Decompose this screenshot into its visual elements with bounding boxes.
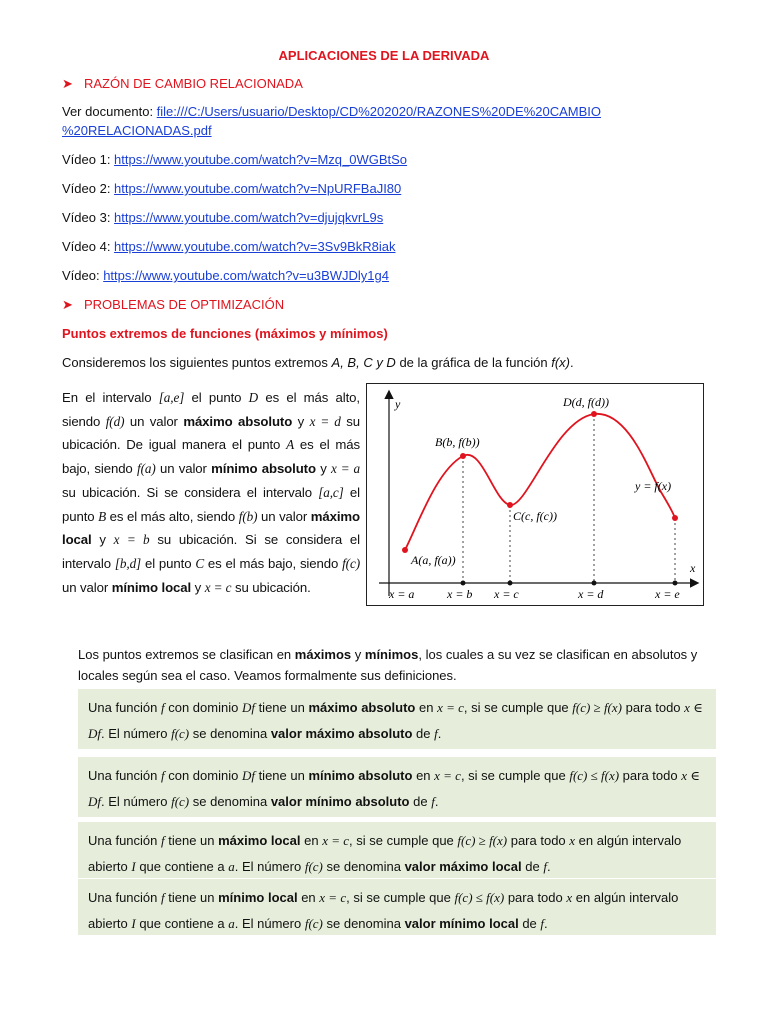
math-expression: x = a — [331, 461, 360, 477]
intro-func: f(x) — [551, 355, 570, 370]
text-fragment: , si se cumple que — [463, 700, 573, 715]
text-fragment: , si se cumple que — [346, 890, 455, 905]
math-expression: f(d) — [105, 413, 125, 429]
math-expression: f(c) ≤ f(x) — [569, 768, 620, 783]
video-line — [62, 239, 396, 254]
video-link[interactable]: https://www.youtube.com/watch?v=NpURFBaJI80 — [114, 181, 402, 196]
document-link-line-2 — [62, 123, 212, 138]
text-fragment: es el más alto, siendo — [62, 390, 360, 429]
bold-term: mínimo local — [218, 890, 298, 905]
video-label: Vídeo 1: — [62, 152, 115, 167]
bold-term: mínimo absoluto — [211, 461, 316, 477]
math-expression: f(c) — [304, 859, 323, 874]
math-expression: f — [161, 833, 165, 848]
text-fragment: de — [409, 794, 432, 809]
bold-term: máximo absoluto — [308, 700, 416, 715]
math-expression: x — [569, 833, 576, 848]
intro-sentence — [62, 355, 574, 370]
math-expression: [a,c] — [318, 484, 344, 500]
tick-label-b: x = b — [447, 587, 473, 601]
text-fragment: . El número — [234, 859, 305, 874]
section-optimizacion — [62, 297, 284, 313]
math-expression: f — [161, 700, 165, 715]
bold-term: mínimo local — [111, 579, 192, 595]
math-expression: f(b) — [238, 508, 258, 524]
text-fragment: un valor — [62, 579, 112, 595]
tick-dot — [592, 581, 597, 586]
text-fragment: tiene un — [164, 890, 219, 905]
text-fragment: con dominio — [164, 768, 242, 783]
extremos-explanation — [62, 386, 360, 599]
text-fragment: en — [297, 890, 320, 905]
text-fragment: y — [351, 647, 365, 662]
text-fragment: En el intervalo — [62, 390, 159, 405]
tick-dot — [673, 581, 678, 586]
text-fragment: que contiene a — [135, 916, 229, 931]
text-fragment: Una función — [88, 833, 161, 848]
x-axis-label: x — [690, 561, 696, 575]
subheading-extremos: Puntos extremos de funciones (máximos y mínimos) — [62, 326, 388, 341]
label-point-c: C(c, f(c)) — [513, 509, 557, 523]
text-fragment: en — [412, 768, 435, 783]
math-expression: f — [161, 768, 165, 783]
text-fragment: se denomina — [189, 794, 271, 809]
point-e — [672, 515, 678, 521]
math-expression: I — [131, 859, 136, 874]
text-fragment: es el más bajo, siendo — [204, 555, 343, 571]
text-fragment: su ubicación. — [231, 579, 311, 595]
doc-label: Ver documento: — [62, 104, 157, 119]
math-expression: Df — [241, 700, 255, 715]
text-fragment: de — [518, 916, 541, 931]
math-expression: f(c) ≥ f(x) — [572, 700, 622, 715]
label-point-a: A(a, f(a)) — [411, 553, 456, 567]
text-fragment: en — [300, 833, 323, 848]
math-expression: f — [161, 890, 165, 905]
math-expression: x = d — [309, 413, 341, 429]
math-expression: I — [131, 916, 136, 931]
section-label: RAZÓN DE CAMBIO RELACIONADA — [84, 76, 303, 91]
bold-term: valor mínimo local — [404, 916, 519, 931]
label-function: y = f(x) — [635, 479, 672, 493]
text-fragment: para todo — [619, 768, 682, 783]
bold-term: máximo local — [62, 508, 360, 548]
video-line — [62, 152, 407, 167]
graph-svg — [367, 384, 705, 607]
math-expression: C — [195, 555, 205, 571]
math-expression: Df — [241, 768, 255, 783]
text-fragment: para todo — [621, 700, 685, 715]
math-expression: x = c — [319, 890, 347, 905]
text-fragment: Una función — [88, 890, 161, 905]
classification-paragraph — [78, 644, 718, 686]
math-expression: f — [434, 726, 438, 741]
text-fragment: Una función — [88, 700, 161, 715]
text-fragment: . — [546, 859, 551, 874]
video-label: Vídeo 3: — [62, 210, 115, 225]
bold-term: mínimos — [364, 647, 419, 662]
math-expression: A — [286, 437, 295, 453]
text-fragment: . — [437, 726, 442, 741]
intro-points: A, B, C y D — [331, 355, 396, 370]
text-fragment: . El número — [101, 726, 172, 741]
text-fragment: se denomina — [322, 859, 405, 874]
tick-label-c: x = c — [494, 587, 519, 601]
text-fragment: en algún intervalo abierto — [88, 890, 679, 931]
text-fragment: con dominio — [164, 700, 242, 715]
text-fragment: tiene un — [254, 700, 309, 715]
definition-max-local — [78, 822, 716, 878]
text-fragment: que contiene a — [135, 859, 229, 874]
bold-term: valor máximo absoluto — [270, 726, 413, 741]
math-expression: f — [540, 916, 545, 931]
video-link[interactable]: https://www.youtube.com/watch?v=djujqkvrL9s — [114, 210, 384, 225]
video-label: Vídeo: — [62, 268, 104, 283]
arrow-bullet-icon: ➤ — [62, 76, 73, 91]
text-fragment: . El número — [101, 794, 172, 809]
y-axis-label: y — [395, 397, 401, 411]
point-b — [460, 453, 466, 459]
math-expression: [b,d] — [114, 555, 142, 571]
text-fragment: y — [292, 413, 310, 429]
math-expression: f(c) — [171, 726, 190, 741]
math-expression: a — [228, 916, 235, 931]
text-fragment: , si se cumple que — [349, 833, 458, 848]
text-fragment: un valor — [257, 508, 311, 524]
intro-text: de la gráfica de la función — [395, 355, 552, 370]
math-expression: f — [431, 794, 435, 809]
document-title: APLICACIONES DE LA DERIVADA — [278, 48, 490, 63]
intro-text: Consideremos los siguientes puntos extremos — [62, 355, 332, 370]
math-expression: f(c) — [342, 555, 360, 571]
math-expression: [a,e] — [158, 390, 185, 405]
video-link[interactable]: https://www.youtube.com/watch?v=u3BWJDly1g4 — [103, 268, 389, 283]
tick-dot — [508, 581, 513, 586]
text-fragment: . — [544, 916, 548, 931]
document-link-cont[interactable]: %20RELACIONADAS.pdf — [62, 123, 212, 138]
bold-term: valor máximo local — [404, 859, 522, 874]
math-expression: x ∈ Df — [88, 700, 703, 741]
bold-term: máximo absoluto — [183, 413, 293, 429]
point-a — [402, 547, 408, 553]
point-d — [591, 411, 597, 417]
text-fragment: en algún intervalo abierto — [88, 833, 682, 874]
document-link-line — [62, 104, 601, 119]
math-expression: f(c) — [171, 794, 190, 809]
text-fragment: y — [315, 461, 332, 477]
point-c — [507, 502, 513, 508]
text-fragment: de — [412, 726, 435, 741]
text-fragment: su ubicación. Si se considera el intervalo — [62, 532, 360, 571]
math-expression: x = c — [322, 833, 349, 848]
arrow-bullet-icon: ➤ — [62, 297, 73, 312]
video-line — [62, 210, 383, 225]
text-fragment: para todo — [507, 833, 570, 848]
math-expression: x = b — [113, 532, 150, 548]
text-fragment: . El número — [234, 916, 305, 931]
math-expression: x = c — [204, 579, 232, 595]
text-fragment: . — [434, 794, 439, 809]
definition-max-absoluto — [78, 689, 716, 749]
section-razon-cambio — [62, 76, 303, 92]
definition-min-local — [78, 879, 716, 935]
label-point-d: D(d, f(d)) — [563, 395, 609, 409]
video-label: Vídeo 4: — [62, 239, 115, 254]
video-label: Vídeo 2: — [62, 181, 115, 196]
math-expression: B — [98, 508, 107, 524]
tick-label-e: x = e — [655, 587, 680, 601]
function-graph — [366, 383, 704, 606]
text-fragment: Los puntos extremos se clasifican en — [78, 647, 295, 662]
text-fragment: el punto — [62, 484, 360, 524]
text-fragment: Una función — [88, 768, 161, 783]
math-expression: D — [248, 390, 259, 405]
text-fragment: un valor — [124, 413, 184, 429]
text-fragment: el punto — [141, 555, 196, 571]
label-point-b: B(b, f(b)) — [435, 435, 480, 449]
text-fragment: y — [191, 579, 205, 595]
text-fragment: se denomina — [322, 916, 405, 931]
math-expression: f(c) ≥ f(x) — [457, 833, 508, 848]
text-fragment: tiene un — [164, 833, 219, 848]
text-fragment: el punto — [184, 390, 249, 405]
tick-label-d: x = d — [578, 587, 604, 601]
math-expression: x — [566, 890, 573, 905]
video-line — [62, 268, 389, 283]
intro-text: . — [570, 355, 574, 370]
math-expression: f(c) — [304, 916, 323, 931]
math-expression: f(c) ≤ f(x) — [454, 890, 505, 905]
text-fragment: y — [91, 532, 114, 548]
definition-min-absoluto — [78, 757, 716, 817]
math-expression: x = c — [437, 700, 464, 715]
bold-term: valor mínimo absoluto — [270, 794, 410, 809]
text-fragment: , los cuales a su vez se clasifican en absolutos y locales según sea el caso. Veamos formalmente sus definiciones. — [78, 647, 698, 683]
math-expression: a — [228, 859, 235, 874]
text-fragment: es el más alto, siendo — [106, 508, 239, 524]
video-link[interactable]: https://www.youtube.com/watch?v=3Sv9BkR8iak — [114, 239, 396, 254]
text-fragment: en — [415, 700, 438, 715]
text-fragment: es el más bajo, siendo — [62, 437, 360, 477]
math-expression: x ∈ Df — [88, 768, 700, 809]
section-label: PROBLEMAS DE OPTIMIZACIÓN — [84, 297, 285, 312]
text-fragment: su ubicación. Si se considera el intervalo — [62, 484, 319, 500]
text-fragment: tiene un — [254, 768, 309, 783]
text-fragment: se denomina — [189, 726, 271, 741]
tick-label-a: x = a — [389, 587, 415, 601]
bold-term: máximo local — [218, 833, 301, 848]
text-fragment: su ubicación. De igual manera el punto — [62, 413, 360, 453]
text-fragment: de — [521, 859, 544, 874]
video-line — [62, 181, 401, 196]
math-expression: x = c — [434, 768, 461, 783]
text-fragment: , si se cumple que — [460, 768, 570, 783]
bold-term: máximos — [294, 647, 352, 662]
text-fragment: un valor — [155, 461, 212, 477]
bold-term: mínimo absoluto — [308, 768, 413, 783]
tick-dot — [461, 581, 466, 586]
math-expression: f(a) — [137, 461, 156, 477]
math-expression: f — [543, 859, 547, 874]
document-link[interactable]: file:///C:/Users/usuario/Desktop/CD%202020/RAZONES%20DE%20CAMBIO — [156, 104, 602, 119]
text-fragment: para todo — [504, 890, 567, 905]
video-link[interactable]: https://www.youtube.com/watch?v=Mzq_0WGBtSo — [114, 152, 408, 167]
